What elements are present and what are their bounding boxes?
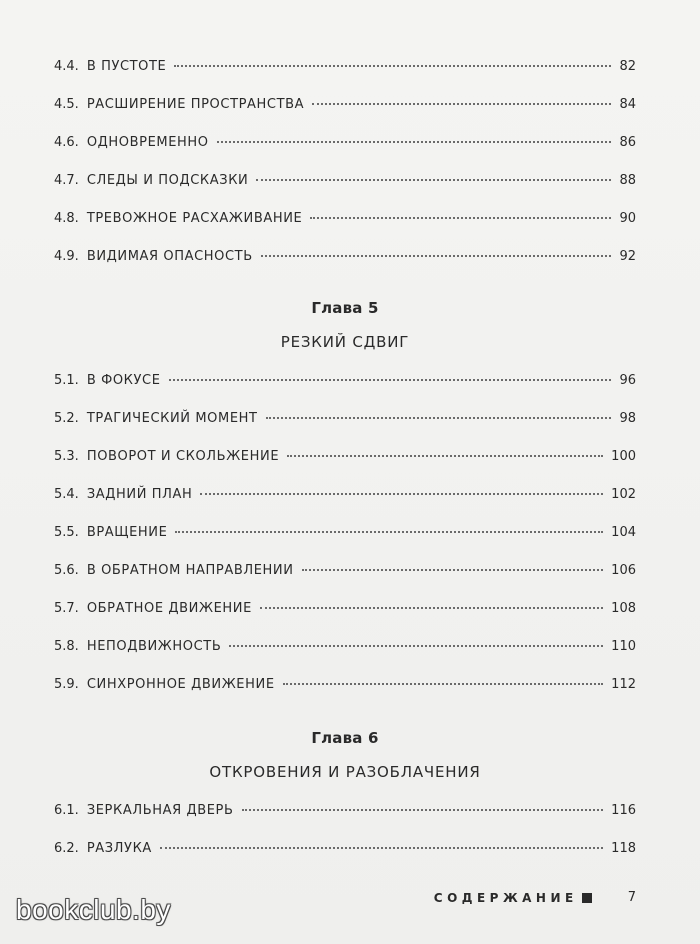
toc-entry-page: 84: [619, 97, 636, 112]
dot-leader: [287, 455, 603, 457]
toc-entry-page: 82: [619, 59, 636, 74]
toc-entry-title: ЗАДНИЙ ПЛАН: [86, 487, 193, 502]
toc-entry: [54, 792, 636, 830]
toc-entry: [54, 86, 636, 124]
toc-entry: [54, 438, 636, 476]
toc-entry-page: 88: [619, 173, 636, 188]
chapter-label: Глава 5: [311, 299, 379, 317]
dot-leader: [200, 493, 603, 495]
toc-entry: [54, 162, 636, 200]
toc-entry: [54, 666, 636, 704]
toc-entry-number: 4.7.: [54, 173, 79, 188]
dot-leader: [174, 65, 611, 67]
toc-entry: [54, 200, 636, 238]
toc-entry-page: 106: [611, 563, 636, 578]
chapter-label: Глава 6: [311, 729, 379, 747]
toc-entry-page: 86: [619, 135, 636, 150]
dot-leader: [160, 847, 603, 849]
toc-entry-title: ТРАГИЧЕСКИЙ МОМЕНТ: [86, 411, 258, 426]
toc-entry-number: 5.2.: [54, 411, 79, 426]
dot-leader: [260, 607, 603, 609]
dot-leader: [175, 531, 603, 533]
toc-entry-title: РАЗЛУКА: [86, 841, 152, 856]
toc-entry: [54, 400, 636, 438]
toc-entry-title: ТРЕВОЖНОЕ РАСХАЖИВАНИЕ: [86, 211, 303, 226]
toc-entry-number: 4.8.: [54, 211, 79, 226]
chapter-heading: [54, 722, 636, 790]
toc-entry-page: 116: [611, 803, 636, 818]
toc-entry-title: ВРАЩЕНИЕ: [86, 525, 168, 540]
chapter-title: ОТКРОВЕНИЯ И РАЗОБЛАЧЕНИЯ: [209, 763, 481, 781]
square-bullet-icon: [582, 893, 592, 903]
toc-entry-number: 5.7.: [54, 601, 79, 616]
toc-entry-title: ОБРАТНОЕ ДВИЖЕНИЕ: [86, 601, 252, 616]
toc-entry-title: ЗЕРКАЛЬНАЯ ДВЕРЬ: [86, 803, 234, 818]
dot-leader: [312, 103, 611, 105]
dot-leader: [266, 417, 612, 419]
toc-entry-title: ВИДИМАЯ ОПАСНОСТЬ: [86, 249, 253, 264]
toc-entry-title: ПОВОРОТ И СКОЛЬЖЕНИЕ: [86, 449, 280, 464]
toc-entry-page: 100: [611, 449, 636, 464]
toc-entry: [54, 362, 636, 400]
toc-entry-title: ОДНОВРЕМЕННО: [86, 135, 209, 150]
toc-entry-number: 5.1.: [54, 373, 79, 388]
toc-entry-number: 4.9.: [54, 249, 79, 264]
dot-leader: [229, 645, 603, 647]
toc-entry: [54, 48, 636, 86]
toc-entry-page: 90: [619, 211, 636, 226]
toc-entry-number: 5.3.: [54, 449, 79, 464]
toc-entry-page: 104: [611, 525, 636, 540]
dot-leader: [256, 179, 611, 181]
toc-entry-number: 5.5.: [54, 525, 79, 540]
toc-entry-number: 4.6.: [54, 135, 79, 150]
toc-entry-title: В ПУСТОТЕ: [86, 59, 167, 74]
toc-entry: [54, 590, 636, 628]
page-number: 7: [627, 890, 636, 905]
watermark: bookclub.by: [16, 894, 171, 925]
toc-entry-title: РАСШИРЕНИЕ ПРОСТРАНСТВА: [86, 97, 305, 112]
chapter-heading: [54, 292, 636, 360]
dot-leader: [242, 809, 604, 811]
dot-leader: [261, 255, 612, 257]
toc-entry: [54, 830, 636, 868]
toc-entry-title: НЕПОДВИЖНОСТЬ: [86, 639, 222, 654]
toc-entry-page: 92: [619, 249, 636, 264]
toc-entry-page: 108: [611, 601, 636, 616]
footer-section-label: СОДЕРЖАНИЕ: [433, 890, 578, 905]
toc-entry-number: 5.8.: [54, 639, 79, 654]
toc-entry: [54, 628, 636, 666]
table-of-contents: [54, 48, 636, 868]
toc-entry-number: 5.4.: [54, 487, 79, 502]
toc-entry-title: В ФОКУСЕ: [86, 373, 161, 388]
toc-entry: [54, 514, 636, 552]
chapter-title: РЕЗКИЙ СДВИГ: [280, 333, 410, 351]
toc-entry-title: СЛЕДЫ И ПОДСКАЗКИ: [86, 173, 249, 188]
toc-entry-number: 5.6.: [54, 563, 79, 578]
toc-entry-number: 4.5.: [54, 97, 79, 112]
toc-entry-number: 6.1.: [54, 803, 79, 818]
dot-leader: [217, 141, 612, 143]
dot-leader: [310, 217, 611, 219]
toc-entry-number: 6.2.: [54, 841, 79, 856]
running-footer: [434, 890, 636, 905]
dot-leader: [283, 683, 604, 685]
dot-leader: [302, 569, 604, 571]
toc-entry-title: СИНХРОННОЕ ДВИЖЕНИЕ: [86, 677, 275, 692]
toc-entry: [54, 552, 636, 590]
dot-leader: [169, 379, 612, 381]
toc-entry-page: 112: [611, 677, 636, 692]
toc-entry: [54, 124, 636, 162]
toc-entry: [54, 476, 636, 514]
toc-entry-page: 96: [619, 373, 636, 388]
toc-entry-page: 98: [619, 411, 636, 426]
toc-entry-title: В ОБРАТНОМ НАПРАВЛЕНИИ: [86, 563, 294, 578]
toc-entry-number: 5.9.: [54, 677, 79, 692]
toc-entry-number: 4.4.: [54, 59, 79, 74]
toc-entry-page: 102: [611, 487, 636, 502]
toc-entry: [54, 238, 636, 276]
toc-entry-page: 118: [611, 841, 636, 856]
toc-entry-page: 110: [611, 639, 636, 654]
